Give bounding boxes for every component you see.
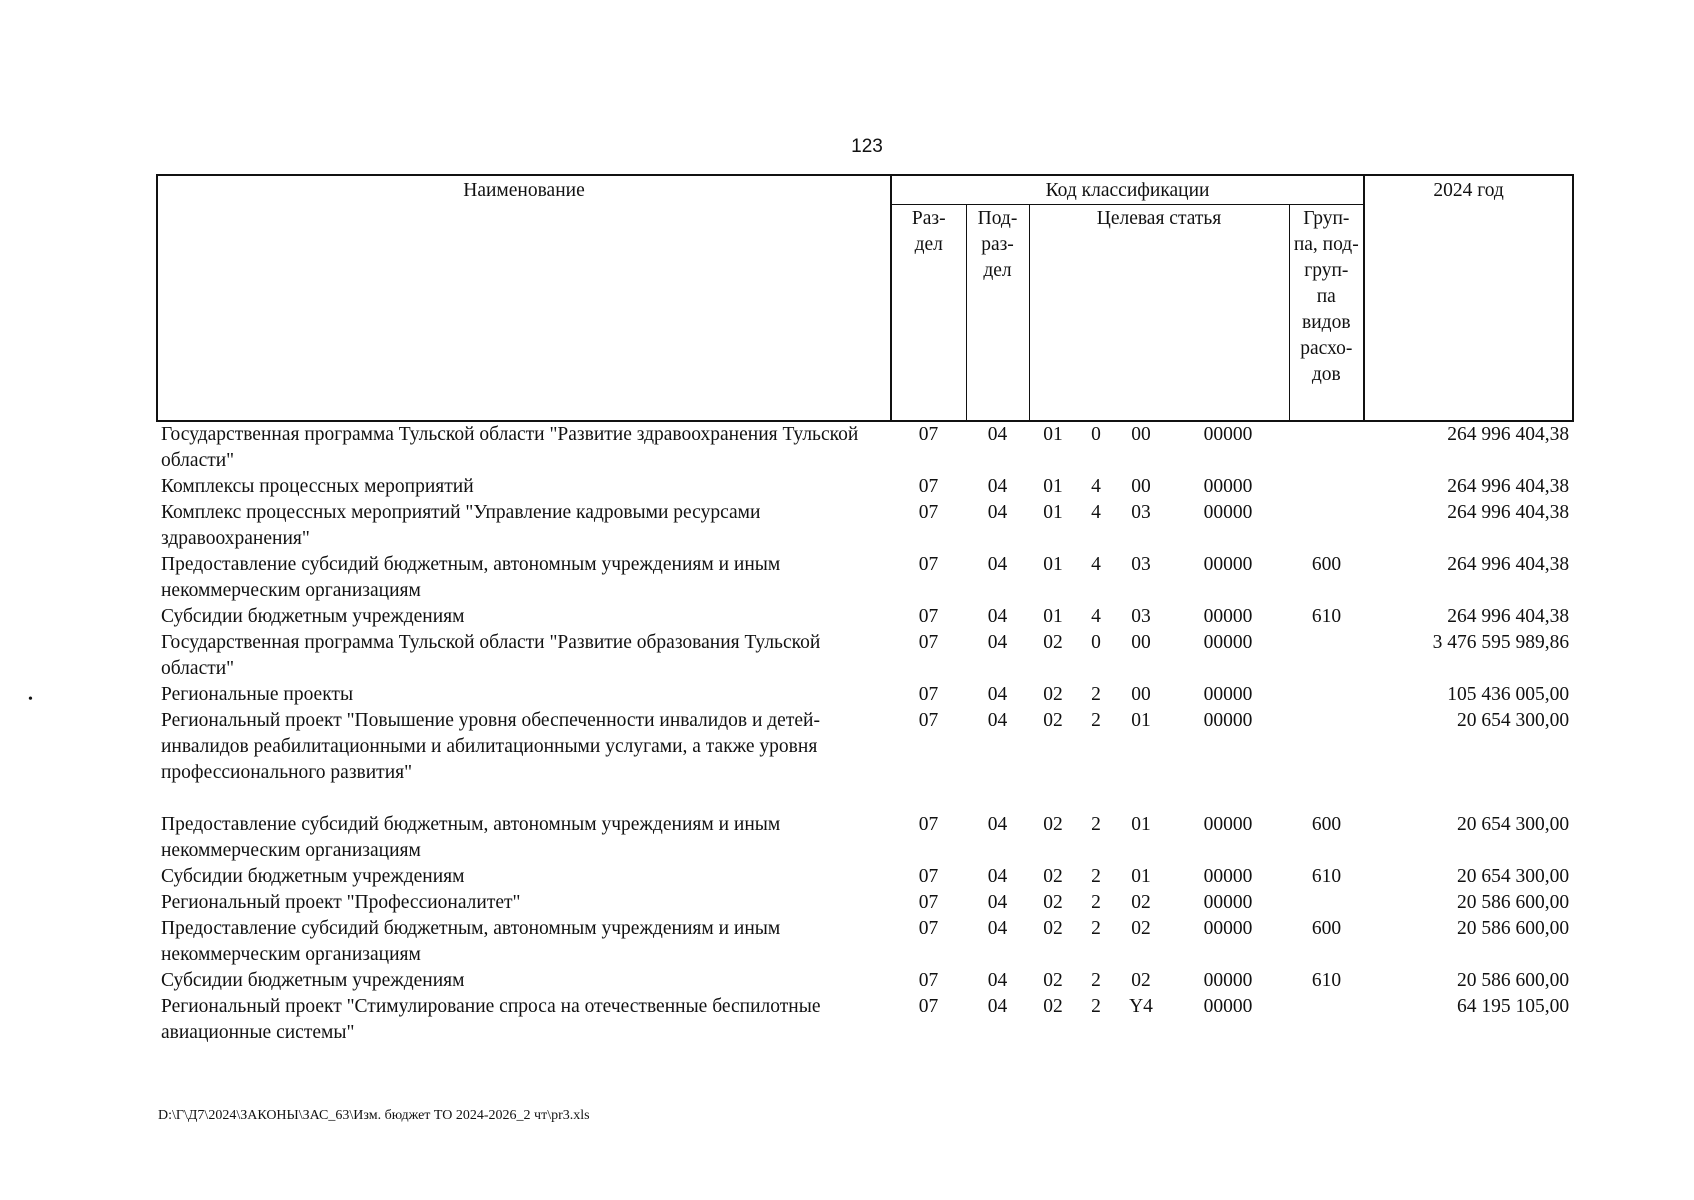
row-amount: 264 996 404,38 xyxy=(1447,554,1570,575)
header-name: Наименование xyxy=(157,175,891,421)
row-amount: 105 436 005,00 xyxy=(1447,684,1570,705)
row-expense-type: 600 xyxy=(1311,554,1342,575)
row-target-article-program: 02 xyxy=(1043,632,1063,653)
row-razdel: 07 xyxy=(918,710,939,731)
row-target-article-subprogram: Y4 xyxy=(1129,996,1153,1017)
footer-file-path: D:\Г\Д7\2024\ЗАКОНЫ\ЗАС_63\Изм. бюджет ТО 2024-2026_2 чт\pr3.xls xyxy=(158,1108,590,1123)
row-podrazdel: 04 xyxy=(987,606,1008,627)
row-podrazdel: 04 xyxy=(987,476,1008,497)
row-razdel: 07 xyxy=(918,892,939,913)
row-expense-type xyxy=(1289,421,1364,474)
table-row xyxy=(157,552,1573,604)
table-row xyxy=(157,916,1573,968)
table-row xyxy=(157,968,1573,994)
row-target-article-direction: 00000 xyxy=(1203,866,1253,887)
row-target-article-subprogram: 02 xyxy=(1131,970,1151,991)
row-razdel: 07 xyxy=(918,814,939,835)
row-podrazdel: 04 xyxy=(987,502,1008,523)
row-name: Региональный проект "Профессионалитет" xyxy=(161,892,521,913)
row-podrazdel: 04 xyxy=(987,424,1008,445)
row-expense-type xyxy=(1289,682,1364,708)
row-amount: 264 996 404,38 xyxy=(1447,606,1570,627)
row-target-article-subprogram: 00 xyxy=(1131,684,1151,705)
row-target-article-program: 02 xyxy=(1043,970,1063,991)
row-target-article-direction: 00000 xyxy=(1203,710,1253,731)
row-podrazdel: 04 xyxy=(987,970,1008,991)
row-name: Субсидии бюджетным учреждениям xyxy=(161,606,465,627)
row-podrazdel: 04 xyxy=(987,710,1008,731)
row-razdel: 07 xyxy=(918,866,939,887)
table-row xyxy=(157,812,1573,864)
row-name: Предоставление субсидий бюджетным, автономным учреждениям и иным некоммерческим организациям xyxy=(161,918,781,965)
row-expense-type xyxy=(1289,994,1364,1046)
row-amount: 20 654 300,00 xyxy=(1456,814,1570,835)
row-target-article-direction: 00000 xyxy=(1203,918,1253,939)
header-razdel: Раз- дел xyxy=(891,205,966,422)
row-target-article-program: 02 xyxy=(1043,684,1063,705)
row-expense-type: 610 xyxy=(1311,866,1342,887)
row-razdel: 07 xyxy=(918,970,939,991)
table-body xyxy=(157,421,1573,1046)
row-podrazdel: 04 xyxy=(987,684,1008,705)
row-expense-type: 600 xyxy=(1311,918,1342,939)
row-podrazdel: 04 xyxy=(987,814,1008,835)
row-podrazdel: 04 xyxy=(987,996,1008,1017)
row-target-article-program: 02 xyxy=(1043,866,1063,887)
row-name: Комплексы процессных мероприятий xyxy=(161,476,474,497)
row-target-article-program: 01 xyxy=(1043,502,1063,523)
row-target-article-type: 2 xyxy=(1091,918,1101,939)
row-name: Региональный проект "Стимулирование спроса на отечественные беспилотные авиационные системы" xyxy=(161,996,821,1043)
table-row xyxy=(157,864,1573,890)
row-razdel: 07 xyxy=(918,632,939,653)
row-target-article-program: 01 xyxy=(1043,476,1063,497)
row-target-article-subprogram: 00 xyxy=(1131,632,1151,653)
row-target-article-type: 4 xyxy=(1091,502,1101,523)
row-target-article-subprogram: 01 xyxy=(1131,814,1151,835)
row-razdel: 07 xyxy=(918,554,939,575)
row-expense-type: 610 xyxy=(1311,606,1342,627)
row-expense-type xyxy=(1289,630,1364,682)
row-amount: 20 654 300,00 xyxy=(1456,710,1570,731)
row-target-article-type: 2 xyxy=(1091,996,1101,1017)
row-expense-type xyxy=(1289,708,1364,812)
row-razdel: 07 xyxy=(918,424,939,445)
table-row xyxy=(157,994,1573,1046)
table-row xyxy=(157,708,1573,812)
header-podrazdel: Под- раз- дел xyxy=(966,205,1029,422)
row-expense-type xyxy=(1289,474,1364,500)
row-amount: 264 996 404,38 xyxy=(1447,476,1570,497)
row-amount: 20 586 600,00 xyxy=(1456,918,1570,939)
row-target-article-type: 4 xyxy=(1091,554,1101,575)
header-year: 2024 год xyxy=(1364,175,1573,421)
row-target-article-type: 0 xyxy=(1091,424,1101,445)
row-name: Предоставление субсидий бюджетным, автономным учреждениям и иным некоммерческим организациям xyxy=(161,814,781,861)
row-amount: 3 476 595 989,86 xyxy=(1432,632,1570,653)
row-target-article-subprogram: 02 xyxy=(1131,918,1151,939)
row-target-article-type: 2 xyxy=(1091,892,1101,913)
table-row xyxy=(157,421,1573,474)
row-target-article-type: 0 xyxy=(1091,632,1101,653)
row-razdel: 07 xyxy=(918,918,939,939)
row-expense-type: 600 xyxy=(1311,814,1342,835)
row-podrazdel: 04 xyxy=(987,554,1008,575)
row-amount: 264 996 404,38 xyxy=(1447,502,1570,523)
row-amount: 20 586 600,00 xyxy=(1456,970,1570,991)
row-target-article-type: 2 xyxy=(1091,866,1101,887)
row-target-article-subprogram: 01 xyxy=(1131,710,1151,731)
row-target-article-type: 2 xyxy=(1091,684,1101,705)
row-target-article-direction: 00000 xyxy=(1203,970,1253,991)
row-target-article-program: 02 xyxy=(1043,710,1063,731)
row-target-article-subprogram: 00 xyxy=(1131,424,1151,445)
row-name: Государственная программа Тульской области "Развитие здравоохранения Тульской области" xyxy=(161,424,859,471)
budget-table xyxy=(156,174,1574,1046)
row-target-article-program: 01 xyxy=(1043,606,1063,627)
row-target-article-program: 02 xyxy=(1043,814,1063,835)
row-target-article-direction: 00000 xyxy=(1203,554,1253,575)
row-podrazdel: 04 xyxy=(987,918,1008,939)
table-row xyxy=(157,500,1573,552)
row-target-article-subprogram: 02 xyxy=(1131,892,1151,913)
table-row xyxy=(157,682,1573,708)
margin-mark: • xyxy=(28,692,33,707)
row-target-article-direction: 00000 xyxy=(1203,814,1253,835)
header-expense-type: Груп- па, под- груп- па видов расхо- дов xyxy=(1289,205,1364,422)
row-razdel: 07 xyxy=(918,996,939,1017)
row-target-article-direction: 00000 xyxy=(1203,502,1253,523)
row-target-article-type: 4 xyxy=(1091,606,1101,627)
row-name: Государственная программа Тульской области "Развитие образования Тульской области" xyxy=(161,632,821,679)
row-razdel: 07 xyxy=(918,684,939,705)
page-number: 123 xyxy=(851,136,883,157)
row-razdel: 07 xyxy=(918,606,939,627)
row-target-article-subprogram: 03 xyxy=(1131,502,1151,523)
row-target-article-direction: 00000 xyxy=(1203,424,1253,445)
row-target-article-type: 2 xyxy=(1091,970,1101,991)
row-target-article-type: 2 xyxy=(1091,710,1101,731)
row-podrazdel: 04 xyxy=(987,892,1008,913)
table-row xyxy=(157,890,1573,916)
row-expense-type xyxy=(1289,500,1364,552)
table-row xyxy=(157,630,1573,682)
row-target-article-program: 02 xyxy=(1043,996,1063,1017)
row-razdel: 07 xyxy=(918,502,939,523)
row-target-article-subprogram: 03 xyxy=(1131,606,1151,627)
header-target-article: Целевая статья xyxy=(1029,205,1289,422)
row-target-article-program: 02 xyxy=(1043,918,1063,939)
row-target-article-direction: 00000 xyxy=(1203,476,1253,497)
row-amount: 20 586 600,00 xyxy=(1456,892,1570,913)
row-target-article-type: 4 xyxy=(1091,476,1101,497)
table-row xyxy=(157,604,1573,630)
row-expense-type: 610 xyxy=(1311,970,1342,991)
row-amount: 264 996 404,38 xyxy=(1447,424,1570,445)
row-target-article-direction: 00000 xyxy=(1203,606,1253,627)
row-name: Региональный проект "Повышение уровня обеспеченности инвалидов и детей-инвалидов реабилитационными и абилитационными услугами, а также уровня профессионального развития" xyxy=(161,710,820,783)
row-target-article-program: 01 xyxy=(1043,424,1063,445)
row-podrazdel: 04 xyxy=(987,866,1008,887)
row-razdel: 07 xyxy=(918,476,939,497)
row-name: Субсидии бюджетным учреждениям xyxy=(161,970,465,991)
row-amount: 20 654 300,00 xyxy=(1456,866,1570,887)
row-target-article-program: 01 xyxy=(1043,554,1063,575)
row-expense-type xyxy=(1289,890,1364,916)
row-name: Комплекс процессных мероприятий "Управление кадровыми ресурсами здравоохранения" xyxy=(161,502,761,549)
row-amount: 64 195 105,00 xyxy=(1456,996,1570,1017)
header-classification-code: Код классификации xyxy=(891,175,1364,205)
row-target-article-subprogram: 00 xyxy=(1131,476,1151,497)
row-target-article-direction: 00000 xyxy=(1203,684,1253,705)
row-podrazdel: 04 xyxy=(987,632,1008,653)
row-target-article-direction: 00000 xyxy=(1203,996,1253,1017)
row-name: Субсидии бюджетным учреждениям xyxy=(161,866,465,887)
table-row xyxy=(157,474,1573,500)
row-target-article-subprogram: 01 xyxy=(1131,866,1151,887)
row-target-article-direction: 00000 xyxy=(1203,892,1253,913)
row-target-article-program: 02 xyxy=(1043,892,1063,913)
row-target-article-direction: 00000 xyxy=(1203,632,1253,653)
row-name: Региональные проекты xyxy=(161,684,354,705)
row-target-article-subprogram: 03 xyxy=(1131,554,1151,575)
row-target-article-type: 2 xyxy=(1091,814,1101,835)
row-name: Предоставление субсидий бюджетным, автономным учреждениям и иным некоммерческим организациям xyxy=(161,554,781,601)
